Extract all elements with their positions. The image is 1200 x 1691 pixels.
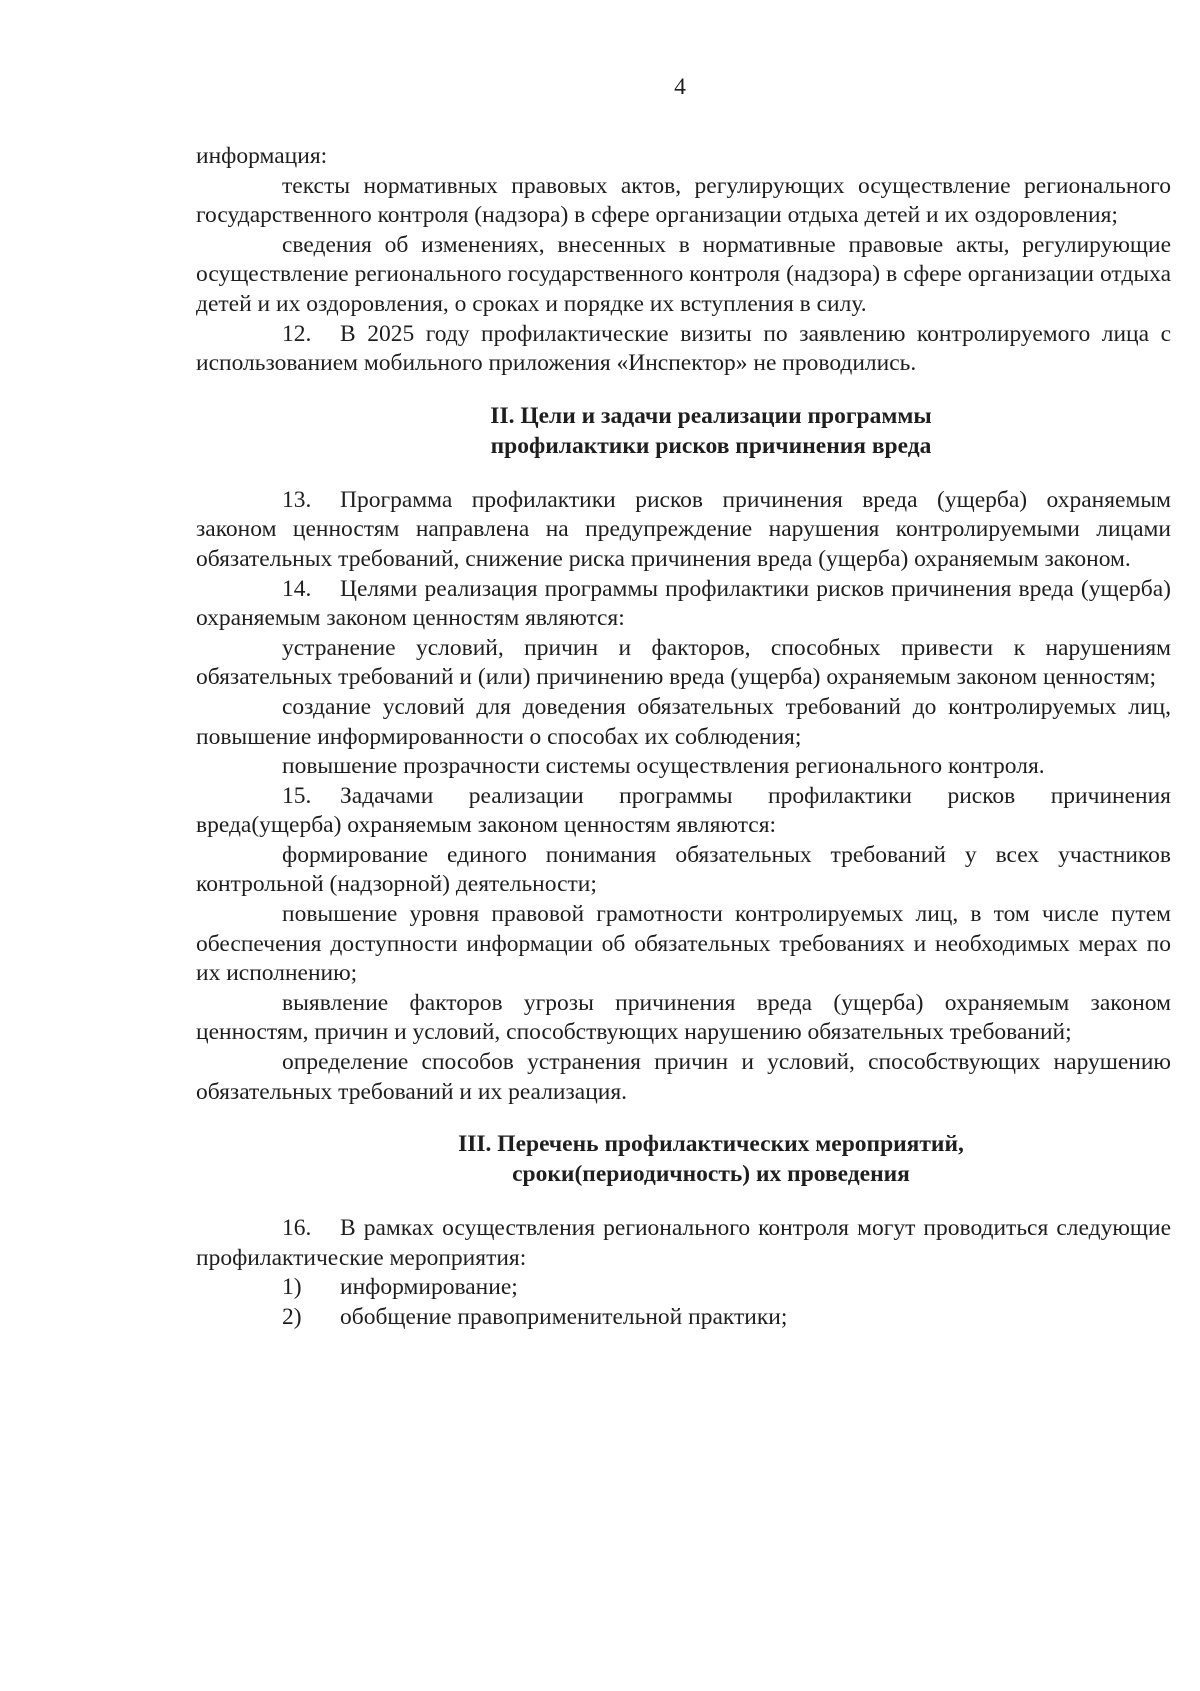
list-item: формирование единого понимания обязательных требований у всех участников контрольной (надзорной) деятельности; [196,841,1171,898]
paragraph-legal-changes: сведения об изменениях, внесенных в нормативные правовые акты, регулирующие осуществление регионального государственного контроля (надзора) в сфере организации отдыха детей и их оздоровления, о сроках и порядке их вступления в силу. [196,231,1171,317]
list-number: 1) [282,1274,302,1301]
paragraph-16 [196,1214,1171,1273]
paragraph-legal-texts: тексты нормативных правовых актов, регулирующих осуществление регионального государственного контроля (надзора) в сфере организации отдыха детей и их оздоровления; [196,172,1171,229]
paragraph-12 [196,320,1171,379]
list-text: обобщение правоприменительной практики; [340,1304,788,1330]
paragraph-text: Программа профилактики рисков причинения вреда (ущерба) охраняемым законом ценностям направлена на предупреждение нарушения контролируемыми лицами обязательных требований, снижение риска причинения вреда (ущерба) охраняемым законом. [196,486,1171,572]
list-item: выявление факторов угрозы причинения вреда (ущерба) охраняемым законом ценностям, причин и условий, способствующих нарушению обязательных требований; [196,989,1171,1046]
paragraph-number: 13. [282,486,312,513]
section-2-title-line-2: профилактики рисков причинения вреда [490,432,932,459]
paragraph-15 [196,782,1171,841]
paragraph-text: Целями реализация программы профилактики рисков причинения вреда (ущерба) охраняемым законом ценностям являются: [196,575,1171,632]
list-text: информирование; [340,1274,518,1301]
list-item: определение способов устранения причин и условий, способствующих нарушению обязательных требований и их реализация. [196,1049,1171,1105]
list-item: устранение условий, причин и факторов, способных привести к нарушениям обязательных требований и (или) причинению вреда (ущерба) охраняемым законом ценностям; [196,634,1171,691]
paragraph-number: 16. [282,1215,312,1242]
paragraph-number: 15. [282,782,312,809]
paragraph-number: 12. [282,320,312,347]
paragraph-text: В рамках осуществления регионального контроля могут проводиться следующие профилактические мероприятия: [196,1215,1171,1271]
paragraph-14 [196,575,1171,634]
paragraph-number: 14. [282,575,312,602]
page-number: 4 [674,74,686,100]
paragraph-information: информация: [196,143,328,169]
list-number: 2) [282,1304,302,1330]
list-item: создание условий для доведения обязательных требований до контролируемых лиц, повышение информированности о способах их соблюдения; [196,693,1171,750]
paragraph-text: В 2025 году профилактические визиты по заявлению контролируемого лица с использованием мобильного приложения «Инспектор» не проводились. [196,320,1171,377]
paragraph-13 [196,486,1171,575]
paragraph-text: Задачами реализации программы профилактики рисков причинения вреда(ущерба) охраняемым законом ценностям являются: [196,782,1171,839]
section-3-title-line-1: III. Перечень профилактических мероприятий, [458,1131,964,1158]
document-body [196,142,1171,1333]
section-3-title-line-2: сроки(периодичность) их проведения [512,1161,910,1188]
list-item: повышение уровня правовой грамотности контролируемых лиц, в том числе путем обеспечения доступности информации об обязательных требованиях и необходимых мерах по их исполнению; [196,901,1171,987]
section-2-title-line-1: II. Цели и задачи реализации программы [490,402,932,429]
list-item [196,1273,1171,1303]
list-item [196,1303,1171,1333]
list-item: повышение прозрачности системы осуществления регионального контроля. [282,753,1045,780]
